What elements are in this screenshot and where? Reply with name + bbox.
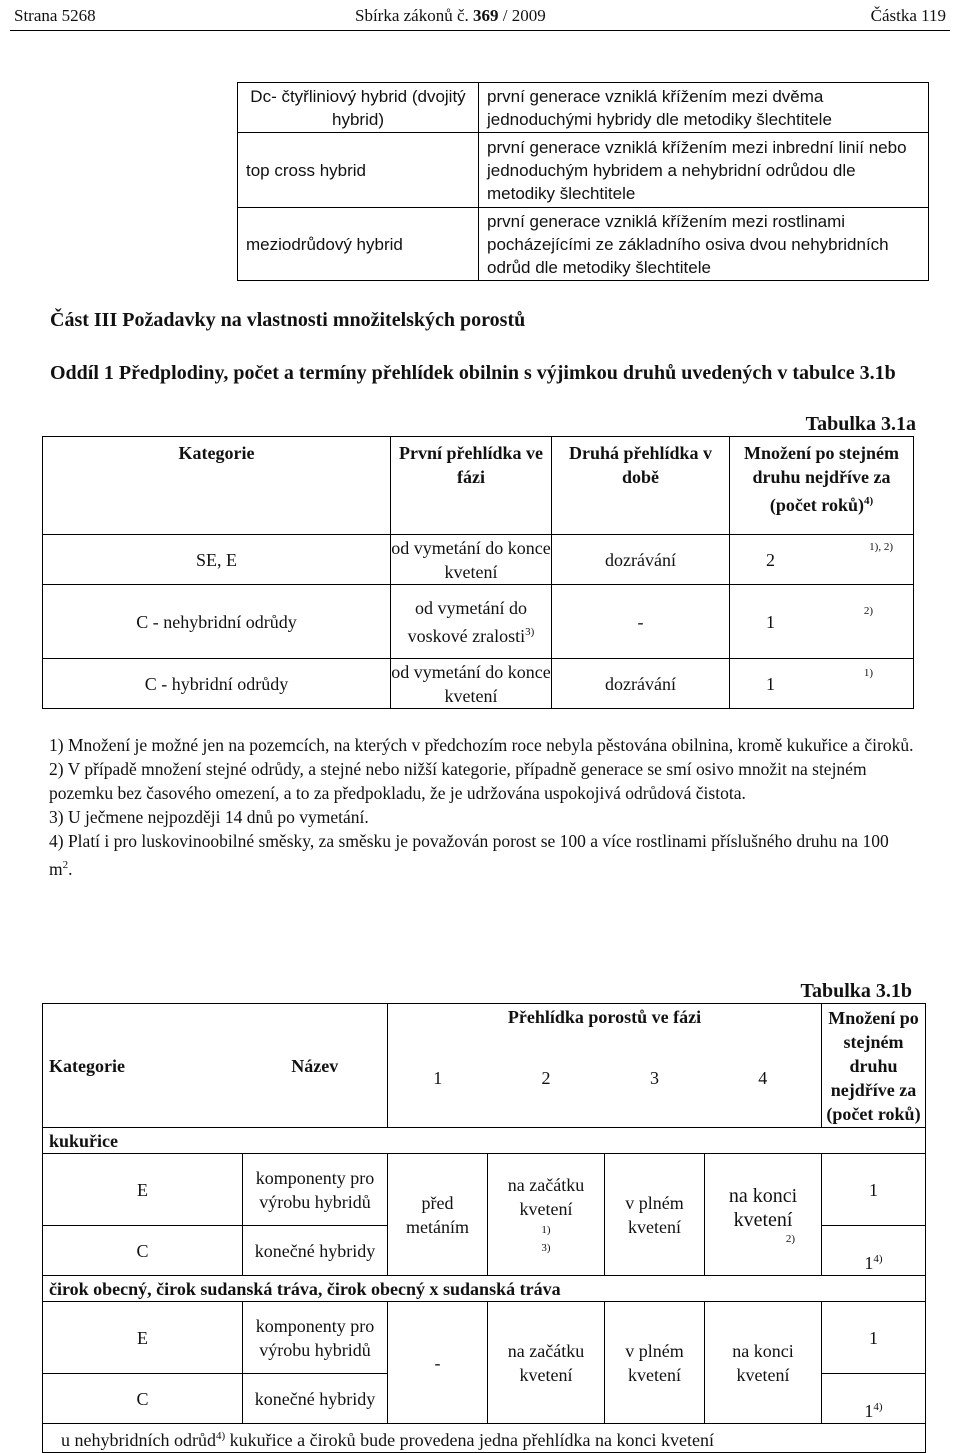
table-header-row bbox=[43, 1004, 926, 1030]
header-multiplication bbox=[730, 437, 914, 535]
phase-4-cell bbox=[705, 1154, 822, 1276]
years-value: 1 bbox=[766, 674, 775, 694]
footer-text: kukuřice a čiroků bude provedena jedna přehlídka na konci kvetení bbox=[225, 1430, 714, 1450]
law-number: 369 bbox=[473, 6, 499, 25]
years-cell bbox=[730, 659, 914, 709]
phase-1-cell: před metáním bbox=[388, 1154, 488, 1276]
years-cell: 1 bbox=[822, 1302, 926, 1374]
phase-3-cell: v plném kvetení bbox=[605, 1154, 705, 1276]
name-cell: konečné hybridy bbox=[243, 1226, 388, 1276]
table-row bbox=[43, 659, 914, 709]
header-rule bbox=[10, 30, 950, 31]
years-note: 1), 2) bbox=[869, 541, 893, 553]
first-inspection-cell: od vymetání do konce kvetení bbox=[391, 659, 552, 709]
years-cell: 1 bbox=[822, 1154, 926, 1226]
years-cell bbox=[730, 585, 914, 659]
header-second-inspection: Druhá přehlídka v době bbox=[552, 437, 730, 535]
second-inspection-cell: dozrávání bbox=[552, 659, 730, 709]
footnote-ref: 4) bbox=[873, 1253, 883, 1265]
phase-3-cell: v plném kvetení bbox=[605, 1302, 705, 1424]
phase-2-cell bbox=[488, 1154, 605, 1276]
first-inspection-text: od vymetání do voskové zralosti bbox=[407, 597, 527, 646]
section-heading: Oddíl 1 Předplodiny, počet a termíny přehlídek obilnin s výjimkou druhů uvedených v tabulce 3.1b bbox=[50, 362, 896, 384]
table-caption: Tabulka 3.1a bbox=[805, 413, 916, 435]
table-3-1a bbox=[42, 436, 914, 709]
name-cell: komponenty pro výrobu hybridů bbox=[243, 1302, 388, 1374]
page-number: Strana 5268 bbox=[14, 6, 96, 25]
term-cell: top cross hybrid bbox=[238, 133, 479, 208]
footnote bbox=[49, 829, 915, 881]
phase-2-note: 1) bbox=[541, 1223, 551, 1236]
phase-2-text: na začátku kvetení bbox=[507, 1174, 585, 1219]
footnote-ref: 4) bbox=[873, 1401, 883, 1413]
name-cell: konečné hybridy bbox=[243, 1374, 388, 1424]
phase-4-cell: na konci kvetení bbox=[705, 1302, 822, 1424]
footnote-end: . bbox=[68, 858, 73, 879]
table-header-row bbox=[43, 437, 914, 535]
header-phase-1: 1 bbox=[388, 1030, 488, 1128]
table-caption: Tabulka 3.1b bbox=[800, 980, 912, 1002]
category-cell: C - nehybridní odrůdy bbox=[43, 585, 391, 659]
collection-label: Sbírka zákonů č. bbox=[355, 6, 469, 25]
term-cell: Dc- čtyřliniový hybrid (dvojitý hybrid) bbox=[238, 83, 479, 133]
years-note: 2) bbox=[863, 605, 873, 617]
category-cell: C bbox=[43, 1374, 243, 1424]
first-inspection-cell: od vymetání do konce kvetení bbox=[391, 535, 552, 585]
years-cell bbox=[822, 1226, 926, 1276]
term-cell: meziodrůdový hybrid bbox=[238, 208, 479, 281]
definition-cell: první generace vzniklá křížením mezi inbrední linií nebo jednoduchým hybridem a nehybridní odrůdou dle metodiky šlechtitele bbox=[479, 133, 929, 208]
category-cell: E bbox=[43, 1302, 243, 1374]
footer-row bbox=[43, 1424, 926, 1453]
category-cell: C - hybridní odrůdy bbox=[43, 659, 391, 709]
footnote: 3) U ječmene nejpozději 14 dnů po vymetání. bbox=[49, 807, 369, 827]
law-year: / 2009 bbox=[502, 6, 546, 25]
issue-part: Částka 119 bbox=[870, 6, 946, 25]
phase-4-note: 2) bbox=[785, 1232, 795, 1245]
superscript: 2 bbox=[62, 859, 69, 871]
footnote: 2) V případě množení stejné odrůdy, a stejné nebo nižší kategorie, případně generace se smí osivo množit na stejném pozemku bez časového omezení, a to za předpokladu, že je udržována uspokojivá odrůdová čistota. bbox=[49, 759, 867, 803]
footnote-ref: 4) bbox=[864, 495, 874, 507]
table-3-1b bbox=[42, 1003, 926, 1453]
definition-cell: první generace vzniklá křížením mezi rostlinami pocházejícími ze základního osiva dvou nehybridních odrůd dle metodiky šlechtitele bbox=[479, 208, 929, 281]
group-title-maize: kukuřice bbox=[43, 1128, 926, 1154]
table-row bbox=[238, 133, 929, 208]
header-first-inspection: První přehlídka ve fázi bbox=[391, 437, 552, 535]
footnote: 1) Množení je možné jen na pozemcích, na kterých v předchozím roce nebyla pěstována obilnina, kromě kukuřice a čiroků. bbox=[49, 735, 914, 755]
table-footer-note bbox=[43, 1424, 926, 1453]
years-value: 1 bbox=[766, 612, 775, 632]
phase-2-cell: na začátku kvetení bbox=[488, 1302, 605, 1424]
header-category: Kategorie bbox=[43, 437, 391, 535]
table-row bbox=[43, 1154, 926, 1226]
years-cell bbox=[730, 535, 914, 585]
definition-cell: první generace vzniklá křížením mezi dvěma jednoduchými hybridy dle metodiky šlechtitele bbox=[479, 83, 929, 133]
years-note: 1) bbox=[863, 667, 873, 679]
table-row bbox=[43, 535, 914, 585]
header-name: Název bbox=[243, 1004, 388, 1128]
phase-2-note: 3) bbox=[541, 1241, 551, 1254]
phase-4-text: na konci kvetení bbox=[728, 1184, 798, 1231]
header-multiplication-text: Množení po stejném druhu nejdříve za (počet roků) bbox=[744, 443, 899, 515]
footnote-ref: 4) bbox=[215, 1430, 226, 1442]
header-category: Kategorie bbox=[43, 1004, 243, 1128]
years-value: 1 bbox=[864, 1401, 874, 1421]
header-multiplication: Množení po stejném druhu nejdříve za (počet roků) bbox=[822, 1004, 926, 1128]
phase-1-cell: - bbox=[388, 1302, 488, 1424]
footer-text: u nehybridních odrůd bbox=[61, 1430, 216, 1450]
group-row bbox=[43, 1276, 926, 1302]
header-phase-3: 3 bbox=[605, 1030, 705, 1128]
first-inspection-cell bbox=[391, 585, 552, 659]
header-phase-4: 4 bbox=[705, 1030, 822, 1128]
table-row bbox=[238, 83, 929, 133]
part-heading: Část III Požadavky na vlastnosti množitelských porostů bbox=[50, 309, 526, 331]
second-inspection-cell: - bbox=[552, 585, 730, 659]
category-cell: E bbox=[43, 1154, 243, 1226]
header-inspection-group: Přehlídka porostů ve fázi bbox=[388, 1004, 822, 1030]
category-cell: C bbox=[43, 1226, 243, 1276]
second-inspection-cell: dozrávání bbox=[552, 535, 730, 585]
table-row bbox=[43, 1302, 926, 1374]
table-row bbox=[238, 208, 929, 281]
footnote-ref: 3) bbox=[525, 625, 535, 638]
footnote-text: 4) Platí i pro luskovinoobilné směsky, za směsku je považován porost se 100 a více rostlinami příslušného druhu na 100 m bbox=[49, 831, 889, 879]
group-title-sorghum: čirok obecný, čirok sudanská tráva, čirok obecný x sudanská tráva bbox=[43, 1276, 926, 1302]
category-cell: SE, E bbox=[43, 535, 391, 585]
group-row bbox=[43, 1128, 926, 1154]
years-cell bbox=[822, 1374, 926, 1424]
years-value: 2 bbox=[766, 550, 775, 570]
footnotes bbox=[49, 733, 915, 881]
collection-title bbox=[355, 6, 546, 26]
hybrid-definitions-table bbox=[237, 82, 929, 281]
years-value: 1 bbox=[864, 1253, 874, 1273]
table-row bbox=[43, 585, 914, 659]
header-phase-2: 2 bbox=[488, 1030, 605, 1128]
name-cell: komponenty pro výrobu hybridů bbox=[243, 1154, 388, 1226]
